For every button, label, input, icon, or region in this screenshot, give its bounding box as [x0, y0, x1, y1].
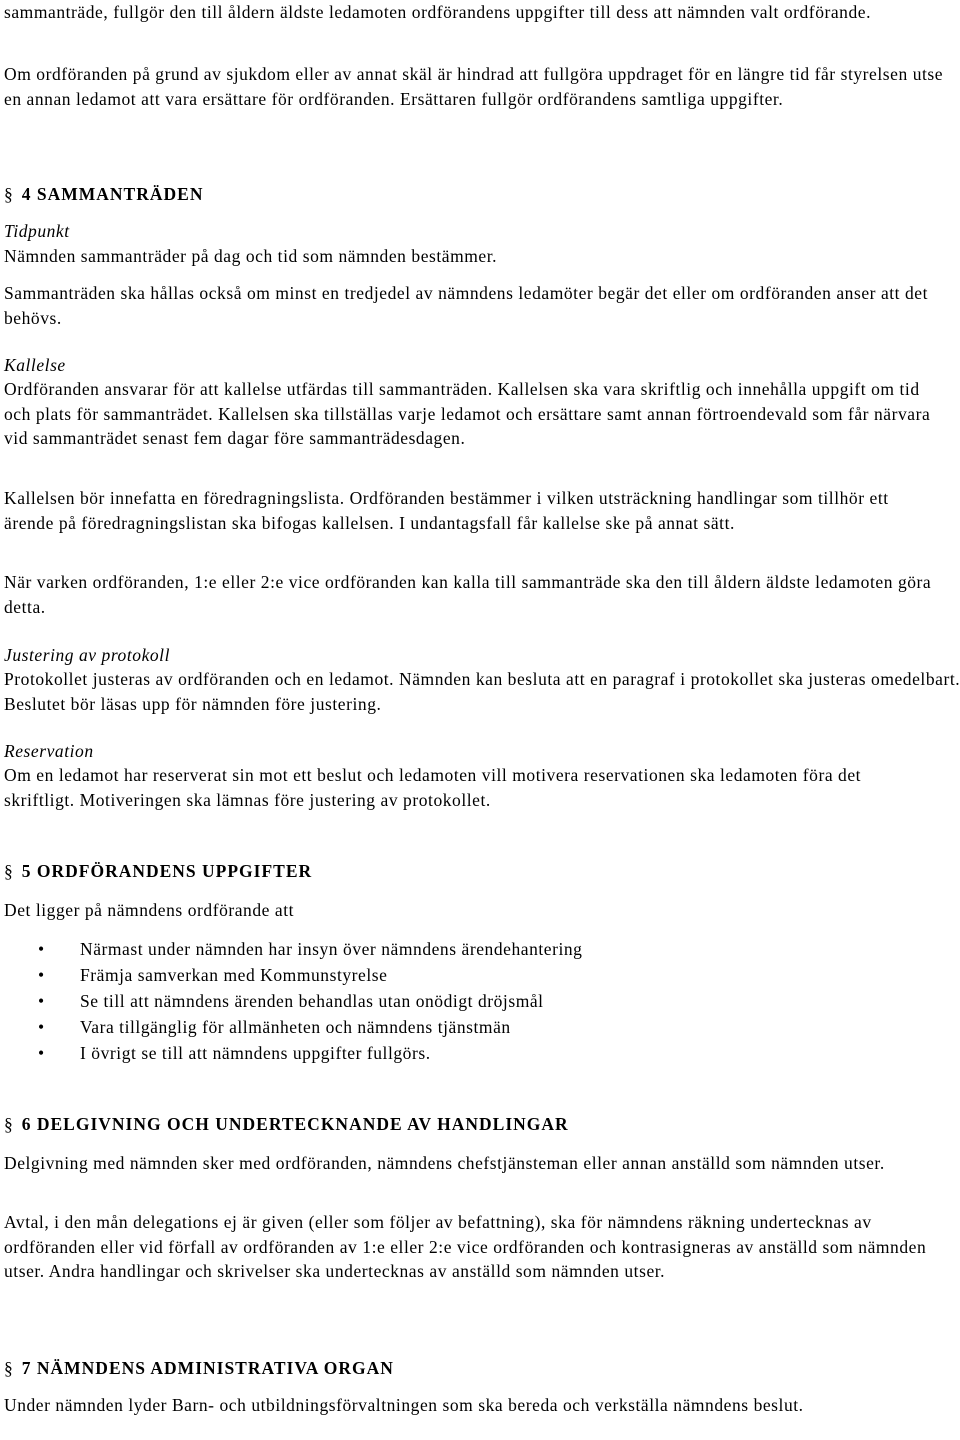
section-heading: [4, 1356, 394, 1381]
section-symbol: §: [4, 1114, 14, 1134]
section-title: 5 ORDFÖRANDENS UPPGIFTER: [21, 861, 313, 881]
section-title: 7 NÄMNDENS ADMINISTRATIVA ORGAN: [21, 1358, 394, 1378]
intro-paragraph: sammanträde, fullgör den till åldern äldste ledamoten ordförandens uppgifter till dess att nämnden valt ordförande.: [4, 2, 872, 22]
paragraph: Kallelsen bör innefatta en föredragningslista. Ordföranden bestämmer i vilken utsträckning handlingar som tillhör ett ärende på föredragningslistan ska bifogas kallelsen. I undantagsfall får kallelse ske på annat sätt.: [4, 488, 889, 533]
paragraph: Nämnden sammanträder på dag och tid som nämnden bestämmer.: [4, 246, 498, 266]
list-item: • Se till att nämndens ärenden behandlas utan onödigt dröjsmål: [4, 988, 944, 1014]
subheading: Kallelse: [4, 355, 66, 375]
subheading: Reservation: [4, 741, 94, 761]
paragraph: När varken ordföranden, 1:e eller 2:e vice ordföranden kan kalla till sammanträde ska den till åldern äldste ledamoten göra detta.: [4, 572, 932, 617]
paragraph: Om en ledamot har reserverat sin mot ett beslut och ledamoten vill motivera reservationen ska ledamoten föra det skriftligt. Motiveringen ska lämnas före justering av protokollet.: [4, 765, 862, 810]
intro-paragraph: Om ordföranden på grund av sjukdom eller av annat skäl är hindrad att fullgöra uppdraget för en längre tid får styrelsen utse en annan ledamot att vara ersättare för ordföranden. Ersättaren fullgör ordförandens samtliga uppgifter.: [4, 64, 944, 109]
bullet-list: [4, 936, 944, 1066]
section-heading: [4, 1112, 569, 1137]
section-heading: [4, 859, 312, 884]
paragraph: Det ligger på nämndens ordförande att: [4, 900, 295, 920]
subheading: Tidpunkt: [4, 221, 70, 241]
paragraph: Avtal, i den mån delegations ej är given (eller som följer av befattning), ska för nämndens räkning undertecknas av ordföranden eller vid förfall av ordföranden av 1:e eller 2:e vice ordföranden och kontrasigneras av anställd som nämnden utser. Andra handlingar och skrivelser ska undertecknas av anställd som nämnden utser.: [4, 1212, 927, 1281]
section-title: 4 SAMMANTRÄDEN: [21, 184, 204, 204]
subheading: Justering av protokoll: [4, 645, 171, 665]
paragraph: Sammanträden ska hållas också om minst en tredjedel av nämndens ledamöter begär det eller om ordföranden anser att det behövs.: [4, 283, 929, 328]
section-title: 6 DELGIVNING OCH UNDERTECKNANDE AV HANDLINGAR: [21, 1114, 569, 1134]
paragraph: Ordföranden ansvarar för att kallelse utfärdas till sammanträden. Kallelsen ska vara skriftlig och innehålla uppgift om tid och plats för sammanträdet. Kallelsen ska tillställas varje ledamot och ersättare samt annan förtroendevald som får närvara vid sammanträdet senast fem dagar före sammanträdesdagen.: [4, 379, 931, 448]
section-symbol: §: [4, 184, 14, 204]
paragraph: Protokollet justeras av ordföranden och en ledamot. Nämnden kan besluta att en paragraf i protokollet ska justeras omedelbart. Beslutet bör läsas upp för nämnden före justering.: [4, 669, 960, 714]
list-item: • Närmast under nämnden har insyn över nämndens ärendehantering: [4, 936, 944, 962]
list-item: • I övrigt se till att nämndens uppgifter fullgörs.: [4, 1040, 944, 1066]
list-item: • Vara tillgänglig för allmänheten och nämndens tjänstmän: [4, 1014, 944, 1040]
list-item: • Främja samverkan med Kommunstyrelse: [4, 962, 944, 988]
section-heading: [4, 182, 203, 207]
paragraph: Delgivning med nämnden sker med ordföranden, nämndens chefstjänsteman eller annan anställd som nämnden utser.: [4, 1153, 885, 1173]
section-symbol: §: [4, 861, 14, 881]
section-symbol: §: [4, 1358, 14, 1378]
paragraph: Under nämnden lyder Barn- och utbildningsförvaltningen som ska bereda och verkställa nämndens beslut.: [4, 1395, 804, 1415]
